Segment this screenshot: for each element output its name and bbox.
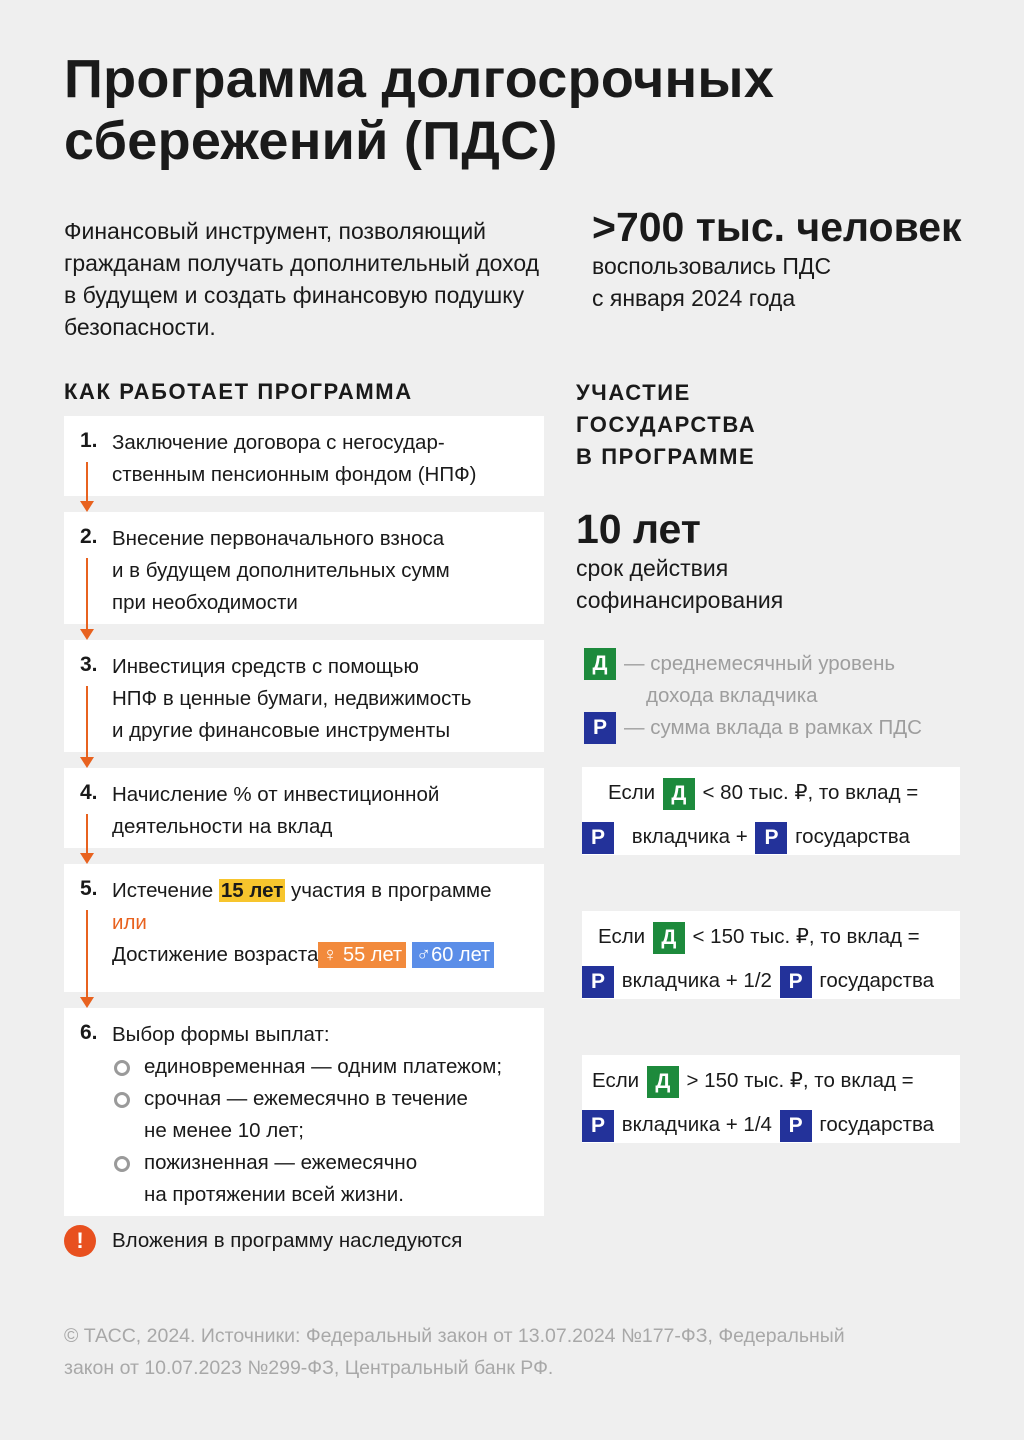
cofinancing-line-2: софинансирования	[576, 587, 784, 613]
heading-line-3: В ПРОГРАММЕ	[576, 444, 756, 469]
page-title	[64, 48, 964, 172]
step-text: Инвестиция средств с помощью	[112, 655, 419, 678]
deposit-badge-icon: Р	[582, 822, 614, 854]
footer-line-2: закон от 10.07.2023 №299-ФЗ, Центральный банк РФ.	[64, 1357, 554, 1379]
deposit-badge-icon: Р	[755, 822, 787, 854]
step-number: 5.	[80, 877, 98, 900]
state-text: государства	[819, 969, 935, 992]
formula-condition	[582, 767, 960, 819]
option-text: не менее 10 лет;	[144, 1119, 304, 1142]
footer-line-1: © ТАСС, 2024. Источники: Федеральный закон от 13.07.2024 №177-ФЗ, Федеральный	[64, 1325, 845, 1347]
condition-line	[608, 777, 918, 810]
state-text: государства	[795, 825, 910, 848]
participants-caption-line-1: воспользовались ПДС	[592, 253, 832, 279]
deposit-badge-icon: Р	[780, 966, 812, 998]
step-number: 4.	[80, 781, 98, 804]
participants-caption-line-2: с января 2024 года	[592, 285, 796, 311]
arrow-down-icon	[86, 814, 88, 862]
step-text: и другие финансовые инструменты	[112, 719, 451, 742]
option-text: единовременная — одним платежом;	[144, 1055, 503, 1078]
legend-deposit-text: — сумма вклада в рамках ПДС	[624, 716, 922, 739]
formula-result	[582, 963, 960, 999]
result-line	[582, 821, 910, 854]
result-line	[582, 1109, 934, 1142]
step-text-before: Истечение	[112, 879, 214, 902]
income-badge-icon: Д	[653, 922, 685, 954]
highlight-term: 15 лет	[220, 879, 284, 902]
male-age-badge: ♂60 лет	[412, 942, 494, 968]
circle-bullet-icon	[114, 1092, 130, 1108]
step-text: НПФ в ценные бумаги, недвижимость	[112, 687, 472, 710]
participants-caption	[592, 250, 972, 314]
state-text: государства	[819, 1113, 935, 1136]
legend	[584, 648, 1004, 748]
if-label: Если	[592, 1069, 640, 1092]
circle-bullet-icon	[114, 1156, 130, 1172]
step-number: 2.	[80, 525, 98, 548]
step-4	[64, 768, 544, 848]
deposit-badge-icon: Р	[582, 966, 614, 998]
step-text: Заключение договора с негосудар-	[112, 431, 445, 454]
formula-card	[582, 911, 960, 999]
step-3	[64, 640, 544, 752]
option-text: пожизненная — ежемесячно	[144, 1151, 418, 1174]
income-badge-icon: Д	[647, 1066, 679, 1098]
how-it-works-heading: КАК РАБОТАЕТ ПРОГРАММА	[64, 379, 413, 404]
cofinancing-caption	[576, 552, 996, 616]
title-line-2: сбережений (ПДС)	[64, 111, 558, 171]
intro-text: Финансовый инструмент, позволяющий гражданам получать дополнительный доход в будущем и создать финансовую подушку безопасности.	[64, 218, 540, 340]
cofinancing-years: 10 лет	[576, 506, 701, 552]
step-6	[64, 1008, 544, 1216]
legend-income	[584, 648, 984, 712]
if-label: Если	[598, 925, 646, 948]
legend-deposit	[584, 712, 984, 744]
contributor-text: вкладчика + 1/4	[621, 1113, 772, 1136]
legend-income-text-2: дохода вкладчика	[646, 684, 818, 707]
step-number: 1.	[80, 429, 98, 452]
circle-bullet-icon	[114, 1060, 130, 1076]
arrow-down-icon	[86, 462, 88, 510]
step-text	[112, 875, 532, 907]
legend-income-text: — среднемесячный уровень	[624, 652, 896, 675]
formula-card	[582, 767, 960, 855]
formula-condition	[582, 911, 960, 963]
formula-result	[582, 819, 960, 855]
age-text: Достижение возраста	[112, 943, 319, 966]
step-number: 3.	[80, 653, 98, 676]
condition-text: < 150 тыс. ₽, то вклад =	[692, 925, 920, 948]
arrow-down-icon	[86, 910, 88, 1006]
exclamation-icon: !	[64, 1225, 96, 1257]
list-item	[112, 1051, 532, 1083]
inheritance-note	[64, 1225, 544, 1257]
contributor-text: вкладчика + 1/2	[621, 969, 772, 992]
heading-line-1: УЧАСТИЕ	[576, 380, 691, 405]
step-text: деятельности на вклад	[112, 815, 333, 838]
formula-card	[582, 1055, 960, 1143]
participants-stat: >700 тыс. человек	[592, 204, 962, 250]
step-number: 6.	[80, 1021, 98, 1044]
step-1	[64, 416, 544, 496]
arrow-down-icon	[86, 558, 88, 638]
income-badge-icon: Д	[584, 648, 616, 680]
arrow-down-icon	[86, 686, 88, 766]
step-5	[64, 864, 544, 992]
condition-line	[592, 1065, 914, 1098]
step-text	[112, 939, 532, 971]
option-text: срочная — ежемесячно в течение	[144, 1087, 468, 1110]
title-line-1: Программа долгосрочных	[64, 49, 775, 109]
cofinancing-line-1: срок действия	[576, 555, 729, 581]
inheritance-text: Вложения в программу наследуются	[112, 1229, 463, 1252]
step-text: Выбор формы выплат:	[112, 1023, 330, 1046]
formula-result	[582, 1107, 960, 1143]
female-age-badge: ♀ 55 лет	[318, 942, 406, 968]
step-2	[64, 512, 544, 624]
heading-line-2: ГОСУДАРСТВА	[576, 412, 757, 437]
contributor-text: вкладчика +	[631, 825, 748, 848]
deposit-badge-icon: Р	[584, 712, 616, 744]
formula-condition	[582, 1055, 960, 1107]
condition-text: < 80 тыс. ₽, то вклад =	[702, 781, 919, 804]
list-item	[112, 1083, 532, 1115]
deposit-badge-icon: Р	[780, 1110, 812, 1142]
list-item	[112, 1147, 532, 1179]
condition-text: > 150 тыс. ₽, то вклад =	[686, 1069, 914, 1092]
option-text: на протяжении всей жизни.	[144, 1183, 404, 1206]
condition-line	[598, 921, 920, 954]
if-label: Если	[608, 781, 656, 804]
or-label: или	[112, 911, 147, 934]
step-text: при необходимости	[112, 591, 298, 614]
step-text: и в будущем дополнительных сумм	[112, 559, 450, 582]
step-text-after: участия в программе	[290, 879, 492, 902]
state-participation-heading	[576, 377, 756, 473]
step-text: Внесение первоначального взноса	[112, 527, 445, 550]
deposit-badge-icon: Р	[582, 1110, 614, 1142]
result-line	[582, 965, 934, 998]
step-text: ственным пенсионным фондом (НПФ)	[112, 463, 477, 486]
source-footer	[64, 1320, 964, 1384]
income-badge-icon: Д	[663, 778, 695, 810]
step-text: Начисление % от инвестиционной	[112, 783, 440, 806]
